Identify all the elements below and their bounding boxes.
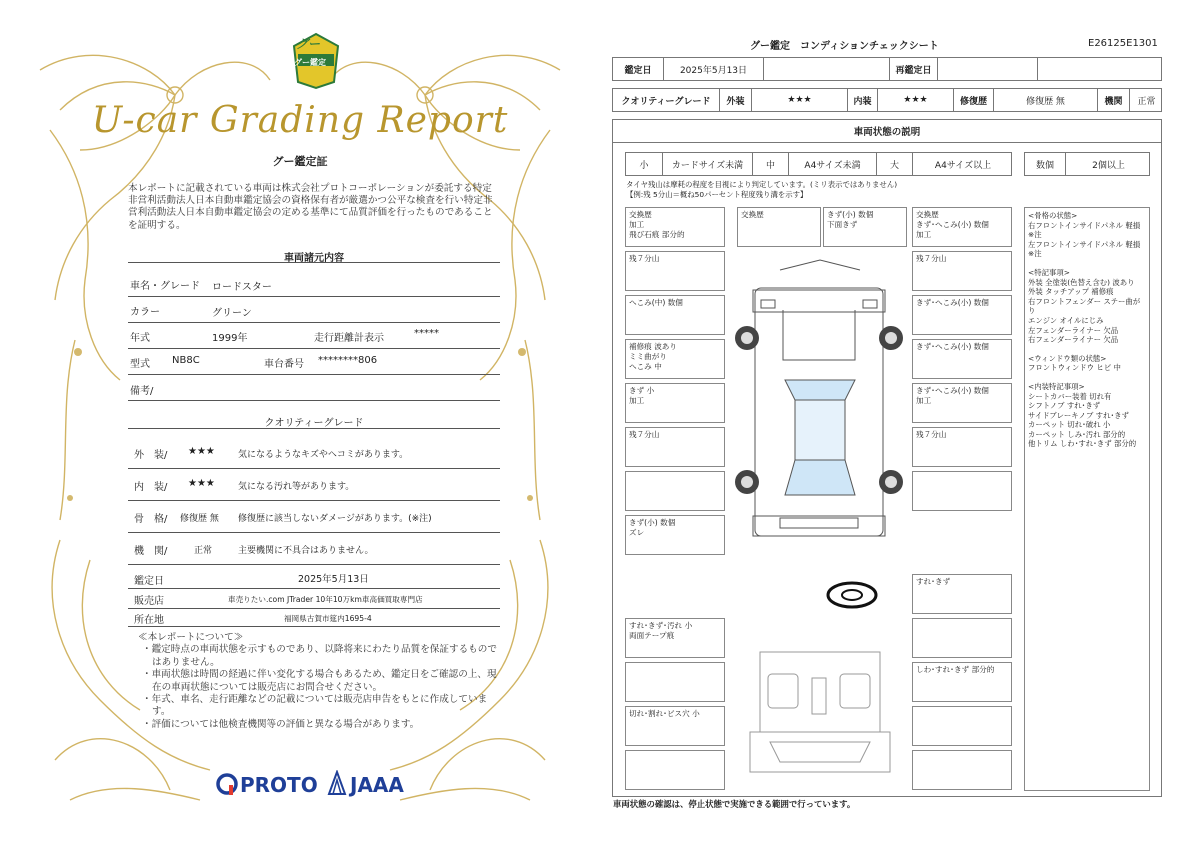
engine-text: 主要機関に不具合はありません。 (238, 546, 374, 556)
note-line: 右フロントフェンダー ステー曲がり (1028, 296, 1141, 316)
note-line: サイドブレーキノブ すれ･きず (1028, 410, 1129, 420)
note-line: 他トリム しわ･すれ･きず 部分的 (1028, 439, 1137, 449)
year-label: 年式 (130, 333, 150, 344)
spec-row-name (128, 271, 500, 297)
remarks-label: 備考/ (130, 386, 154, 397)
note-line: シフトノブ すれ･きず (1028, 401, 1101, 411)
spec-row-year (128, 323, 500, 349)
model-label: 型式 (130, 359, 150, 370)
empty-cell (1037, 58, 1163, 80)
special-notes (1028, 268, 1146, 345)
note-line: 右フロントインサイドパネル 軽損 (1028, 220, 1141, 230)
note-line: 左フェンダーライナー 欠品 (1028, 325, 1119, 335)
damage-note-box: へこみ(中) 数個 (625, 295, 725, 335)
empty-cell (763, 58, 889, 80)
address-value: 福岡県古賀市筵内1695-4 (284, 614, 372, 623)
date-value: 2025年5月13日 (663, 58, 763, 80)
date-row (612, 57, 1162, 81)
logo-text: グー鑑定 (294, 58, 326, 67)
script-title: U-car Grading Report (91, 100, 509, 141)
certificate-title: グー鑑定証 (272, 155, 328, 168)
report-notice (138, 632, 498, 731)
notes-title: <特記事項> (1028, 267, 1070, 277)
damage-note-box (912, 471, 1012, 511)
interior-stars: ★★★ (188, 478, 215, 489)
frame-label: 骨 格/ (134, 514, 168, 525)
notes-panel (1024, 207, 1150, 791)
mileage-label: 走行距離計表示 (314, 333, 384, 344)
note-line: フロントウィンドウ ヒビ 中 (1028, 363, 1121, 373)
note-line: エンジン オイルにじみ (1028, 315, 1104, 325)
year-value: 1999年 (212, 333, 248, 344)
damage-note-box (912, 618, 1012, 658)
damage-note-box: 切れ･割れ･ビス穴 小 (625, 706, 725, 746)
count-label: 数個 (1035, 160, 1054, 171)
size-legend (625, 152, 1012, 176)
note-line: ※注 (1028, 230, 1042, 240)
note-line: ※注 (1028, 249, 1042, 259)
interior-notes (1028, 382, 1146, 449)
damage-note-box: 残７分山 (625, 251, 725, 291)
damage-note-box: きず･へこみ(小) 数個 (912, 339, 1012, 379)
damage-note-box (625, 662, 725, 702)
spec-row-model (128, 349, 500, 375)
damage-note-box: すれ･きず (912, 574, 1012, 614)
reinspect-label: 再鑑定日 (889, 58, 937, 80)
proto-logo: PROTO (240, 773, 318, 797)
jaaa-logo: JAAA (350, 773, 404, 797)
condition-sheet (600, 0, 1200, 848)
notes-title: <ウィンドウ類の状態> (1028, 353, 1107, 363)
name-value: ロードスター (212, 282, 272, 293)
date-value: 2025年5月13日 (298, 574, 369, 585)
tire-note-line: 【例:残 5分山＝概ね50パーセント程度残り溝を示す】 (626, 190, 808, 199)
size-large-desc: A4サイズ以上 (912, 153, 1013, 175)
sheet-code: E26125E1301 (1088, 38, 1158, 49)
shop-label: 販売店 (134, 596, 164, 607)
info-row-shop (128, 589, 500, 609)
jaaa-mark-icon (327, 770, 347, 796)
date-label: 鑑定日 (134, 576, 164, 587)
damage-note-box: きず･へこみ(小) 数個 (912, 295, 1012, 335)
address-label: 所在地 (134, 615, 164, 626)
engine-label: 機 関/ (134, 546, 168, 557)
tire-note (626, 180, 897, 200)
date-label: 鑑定日 (624, 65, 652, 76)
divider (128, 262, 500, 263)
damage-note-box: 交換歴 加工 飛び石痕 部分的 (625, 207, 725, 247)
steering-wheel-icon (825, 581, 879, 609)
size-small-desc: カードサイズ未満 (662, 153, 752, 175)
count-legend (1024, 152, 1150, 176)
grade-row (612, 88, 1162, 112)
damage-note-box (912, 750, 1012, 790)
name-label: 車名・グレード (130, 281, 200, 292)
damage-note-box: 交換歴 (737, 207, 821, 247)
interior-label: 内 装/ (134, 482, 168, 493)
reinspect-value (937, 58, 1037, 80)
damage-note-box: きず(小) 数個 下面きず (823, 207, 907, 247)
grade-row-exterior (128, 437, 500, 469)
notes-title: <内装特記事項> (1028, 381, 1085, 391)
damage-note-box: 残７分山 (625, 427, 725, 467)
info-row-address (128, 609, 500, 627)
note-line: 左フロントインサイドパネル 軽損 (1028, 239, 1141, 249)
size-mid: 中 (752, 153, 788, 175)
size-mid-desc: A4サイズ未満 (788, 153, 876, 175)
ext-label: 外装 (719, 89, 751, 111)
grade-row-engine (128, 533, 500, 565)
size-small: 小 (639, 160, 649, 171)
note-line: 右フェンダーライナー 欠品 (1028, 335, 1119, 345)
proto-mark-icon (216, 773, 238, 795)
color-label: カラー (130, 307, 160, 318)
interior-seat-diagram (740, 632, 900, 782)
engine-label: 機関 (1097, 89, 1129, 111)
spec-row-remarks (128, 375, 500, 401)
damage-note-box: 残７分山 (912, 427, 1012, 467)
count-desc: 2個以上 (1065, 153, 1151, 175)
tire-note-line: タイヤ残山は摩耗の程度を目視により判定しています。(ミリ表示ではありません) (626, 180, 898, 189)
condition-heading: 車両状態の説明 (612, 119, 1162, 143)
chassis-value: ********806 (318, 355, 378, 366)
specs-heading: 車両諸元内容 (284, 253, 344, 264)
notes-title: <骨格の状態> (1028, 211, 1078, 220)
frame-value: 修復歴 無 (180, 514, 219, 524)
engine-value: 正常 (1129, 89, 1163, 111)
certificate-panel: グー グー鑑定 U-car Grading Report グー鑑定証 本レポートに記載されている車両は株式会社プロトコーポレーションが委託する特定非営利活動法人日本自動車鑑定協会の資格保有者が厳選かつ公平な検査を行い特定非営利活動法人日本自動車鑑定協会の定める基準にて品質評価を行ったものであることを証明する。 車両諸元内容 車名・グレード ロードスター カラー グリーン 年式 1999年 走行距離計表示 ***** 型式 NB8C 車台番号 ********806 備考/ クオリティーグレード 外 装/ ★★★ 気になるようなキズやヘコミがあります。 内 装/ ★★★ 気になる汚れ等があります。 骨 格/ 修復歴 無 修復歴に該当しないダメージがあります。(※注) 機 関/ 正常 主要機関に不具合はありません。 鑑定日 2025年5月13日 販売店 車売りたい.com JTrader 10年10万km車高価買取専門店 所在地 福岡県古賀市筵内1695-4 ≪本レポートについて≫ ・鑑定時点の車両状態を示すものであり、以降将来にわたり品質を保証するものではありません。 ・車両状態は時間の経過に伴い変化する場合もあるため、鑑定日をご確認の上、現在の車両状態については販売店にお問合せください。 ・年式、車名、走行距離などの記載については販売店申告をもとに作成しています。 ・評価については他検査機関等の評価と異なる場合があります。 PROTO JAAA (0, 0, 600, 848)
notice-item: ・鑑定時点の車両状態を示すものであり、以降将来にわたり品質を保証するものではありません。 (142, 644, 497, 668)
grade-label: クオリティーグレード (621, 96, 711, 107)
note-line: カーペット 切れ･破れ 小 (1028, 420, 1111, 430)
damage-note-box: 交換歴 きず･へこみ(小) 数個 加工 (912, 207, 1012, 247)
damage-note-box: 残７分山 (912, 251, 1012, 291)
frame-text: 修復歴に該当しないダメージがあります。(※注) (238, 514, 432, 524)
model-value: NB8C (172, 355, 200, 366)
int-label: 内装 (847, 89, 877, 111)
ext-stars: ★★★ (751, 89, 847, 111)
quality-heading: クオリティーグレード (264, 418, 364, 429)
exterior-label: 外 装/ (134, 450, 168, 461)
size-large: 大 (876, 153, 912, 175)
info-row-date (128, 567, 500, 589)
notice-item: ・評価については他検査機関等の評価と異なる場合があります。 (142, 718, 420, 730)
note-line: 外装 タッチアップ 補修痕 (1028, 287, 1114, 297)
spec-row-color (128, 297, 500, 323)
damage-note-box: きず･へこみ(小) 数個 加工 (912, 383, 1012, 423)
repair-label: 修復歴 (953, 89, 993, 111)
engine-value: 正常 (194, 546, 213, 556)
damage-note-box (625, 750, 725, 790)
shop-value: 車売りたい.com JTrader 10年10万km車高価買取専門店 (228, 595, 423, 604)
note-line: 外装 全塗装(色替え含む) 波あり (1028, 277, 1135, 287)
notice-item: ・車両状態は時間の経過に伴い変化する場合もあるため、鑑定日をご確認の上、現在の車両状態については販売店にお問合せください。 (142, 669, 497, 693)
damage-note-box (625, 471, 725, 511)
damage-note-box: 補修痕 波あり ミミ曲がり へこみ 中 (625, 339, 725, 379)
exterior-stars: ★★★ (188, 446, 215, 457)
int-stars: ★★★ (877, 89, 953, 111)
damage-note-box (912, 706, 1012, 746)
window-notes (1028, 354, 1146, 373)
damage-note-box: しわ･すれ･きず 部分的 (912, 662, 1012, 702)
damage-note-box: きず 小 加工 (625, 383, 725, 423)
note-line: シートカバー装着 切れ有 (1028, 391, 1112, 401)
car-body-diagram (725, 250, 915, 550)
note-line: カーペット しみ･汚れ 部分的 (1028, 429, 1126, 439)
divider (128, 428, 500, 429)
repair-value: 修復歴 無 (993, 89, 1097, 111)
damage-note-box: すれ･きず･汚れ 小 両面テープ痕 (625, 618, 725, 658)
notice-title: ≪本レポートについて≫ (138, 632, 244, 643)
frame-notes (1028, 211, 1146, 259)
exterior-text: 気になるようなキズやヘコミがあります。 (238, 450, 409, 460)
sheet-title: グー鑑定 コンディションチェックシート (750, 41, 939, 52)
notice-item: ・年式、車名、走行距離などの記載については販売店申告をもとに作成しています。 (142, 694, 488, 718)
mileage-value: ***** (414, 328, 439, 339)
grade-row-frame (128, 501, 500, 533)
chassis-label: 車台番号 (264, 359, 304, 370)
damage-note-box: きず(小) 数個 ズレ (625, 515, 725, 555)
color-value: グリーン (212, 308, 252, 319)
bottom-note: 車両状態の確認は、停止状態で実施できる範囲で行っています。 (613, 799, 856, 809)
certificate-statement: 本レポートに記載されている車両は株式会社プロトコーポレーションが委託する特定非営利活動法人日本自動車鑑定協会の資格保有者が厳選かつ公平な検査を行い特定非営利活動法人日本自動車鑑定協会の定める基準にて品質評価を行ったものであることを証明する。 (128, 183, 493, 231)
interior-text: 気になる汚れ等があります。 (238, 482, 355, 492)
grade-row-interior (128, 469, 500, 501)
